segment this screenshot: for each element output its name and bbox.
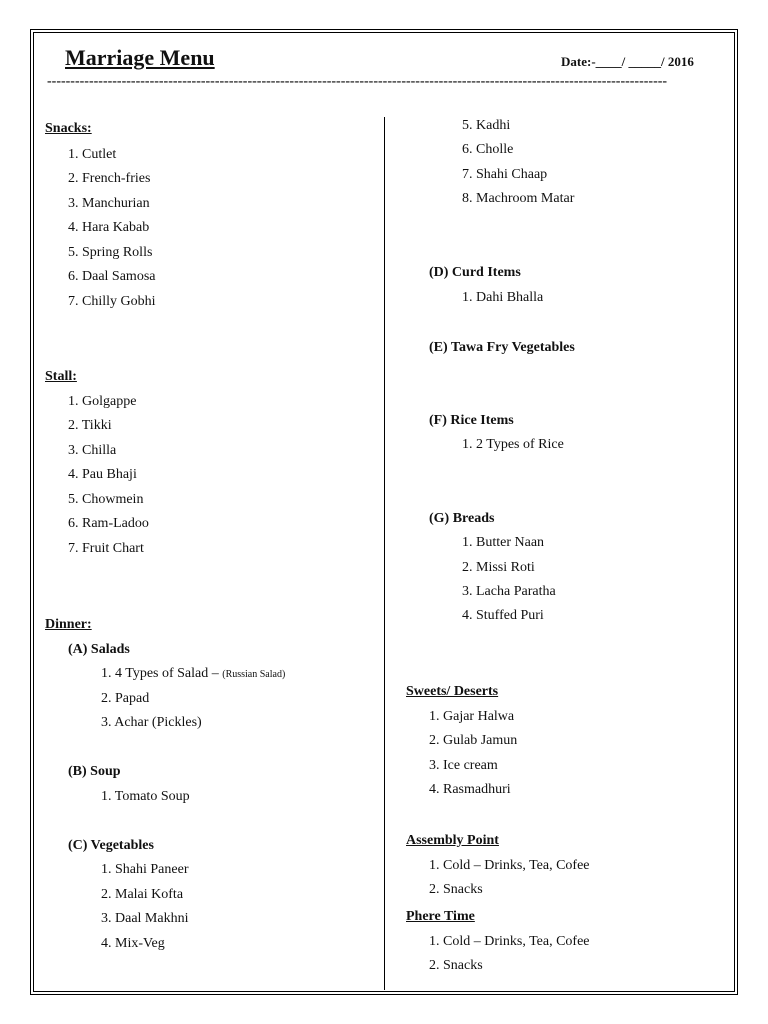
list-item: 5. Chowmein bbox=[68, 492, 144, 507]
soup-heading: (B) Soup bbox=[68, 764, 121, 779]
rice-heading: (F) Rice Items bbox=[429, 413, 514, 428]
list-item: 5. Kadhi bbox=[462, 118, 511, 133]
dashed-separator: ------------------------------------------------------------------------------------------------------------------------------------- bbox=[47, 74, 668, 89]
assembly-heading: Assembly Point bbox=[406, 833, 499, 848]
list-item: 7. Chilly Gobhi bbox=[68, 294, 156, 309]
list-item: 2. French-fries bbox=[68, 171, 151, 186]
stall-heading: Stall: bbox=[45, 369, 77, 384]
dinner-heading: Dinner: bbox=[45, 617, 92, 632]
list-item: 4. Hara Kabab bbox=[68, 220, 150, 235]
phere-heading: Phere Time bbox=[406, 909, 475, 924]
list-item: 1. Cutlet bbox=[68, 147, 117, 162]
list-item: 2. Tikki bbox=[68, 418, 112, 433]
list-item: 4. Mix-Veg bbox=[101, 936, 165, 951]
list-item: 1. Tomato Soup bbox=[101, 789, 190, 804]
column-divider bbox=[384, 117, 385, 990]
list-item: 4. Rasmadhuri bbox=[429, 782, 511, 797]
list-item: 3. Chilla bbox=[68, 443, 117, 458]
list-item: 1. Cold – Drinks, Tea, Cofee bbox=[429, 858, 590, 873]
vegetables-heading: (C) Vegetables bbox=[68, 838, 154, 853]
list-item: 6. Daal Samosa bbox=[68, 269, 156, 284]
sweets-heading: Sweets/ Deserts bbox=[406, 684, 499, 699]
list-item: 2. Gulab Jamun bbox=[429, 733, 518, 748]
list-item: 2. Missi Roti bbox=[462, 560, 535, 575]
list-item: 2. Snacks bbox=[429, 882, 483, 897]
list-item: 7. Shahi Chaap bbox=[462, 167, 548, 182]
list-item: 1. Butter Naan bbox=[462, 535, 545, 550]
list-item: 2. Snacks bbox=[429, 958, 483, 973]
list-item: 1. Shahi Paneer bbox=[101, 862, 189, 877]
list-item: 6. Ram-Ladoo bbox=[68, 516, 149, 531]
list-item: 3. Lacha Paratha bbox=[462, 584, 556, 599]
list-item: 7. Fruit Chart bbox=[68, 541, 144, 556]
page-title: Marriage Menu bbox=[65, 45, 215, 70]
list-item: 3. Daal Makhni bbox=[101, 911, 189, 926]
list-item: 1. Gajar Halwa bbox=[429, 709, 515, 724]
salads-heading: (A) Salads bbox=[68, 642, 130, 657]
list-item: 1. Cold – Drinks, Tea, Cofee bbox=[429, 934, 590, 949]
list-item: 4. Pau Bhaji bbox=[68, 467, 137, 482]
list-item: 1. 4 Types of Salad – (Russian Salad) bbox=[101, 666, 286, 681]
list-item: 1. Golgappe bbox=[68, 394, 137, 409]
curd-heading: (D) Curd Items bbox=[429, 265, 521, 280]
date-field: Date:-____/ _____/ 2016 bbox=[561, 54, 694, 69]
snacks-heading: Snacks: bbox=[45, 121, 92, 136]
list-item: 8. Machroom Matar bbox=[462, 191, 575, 206]
list-item: 2. Malai Kofta bbox=[101, 887, 184, 902]
salad-note: (Russian Salad) bbox=[222, 669, 286, 680]
list-item: 3. Ice cream bbox=[429, 758, 498, 773]
list-item: 3. Manchurian bbox=[68, 196, 150, 211]
list-item: 1. 2 Types of Rice bbox=[462, 437, 564, 452]
list-item: 6. Cholle bbox=[462, 142, 514, 157]
list-item: 5. Spring Rolls bbox=[68, 245, 153, 260]
list-item: 3. Achar (Pickles) bbox=[101, 715, 202, 730]
list-item: 1. Dahi Bhalla bbox=[462, 290, 544, 305]
breads-heading: (G) Breads bbox=[429, 511, 495, 526]
list-item: 2. Papad bbox=[101, 691, 150, 706]
list-item: 4. Stuffed Puri bbox=[462, 608, 544, 623]
tawa-heading: (E) Tawa Fry Vegetables bbox=[429, 340, 575, 355]
